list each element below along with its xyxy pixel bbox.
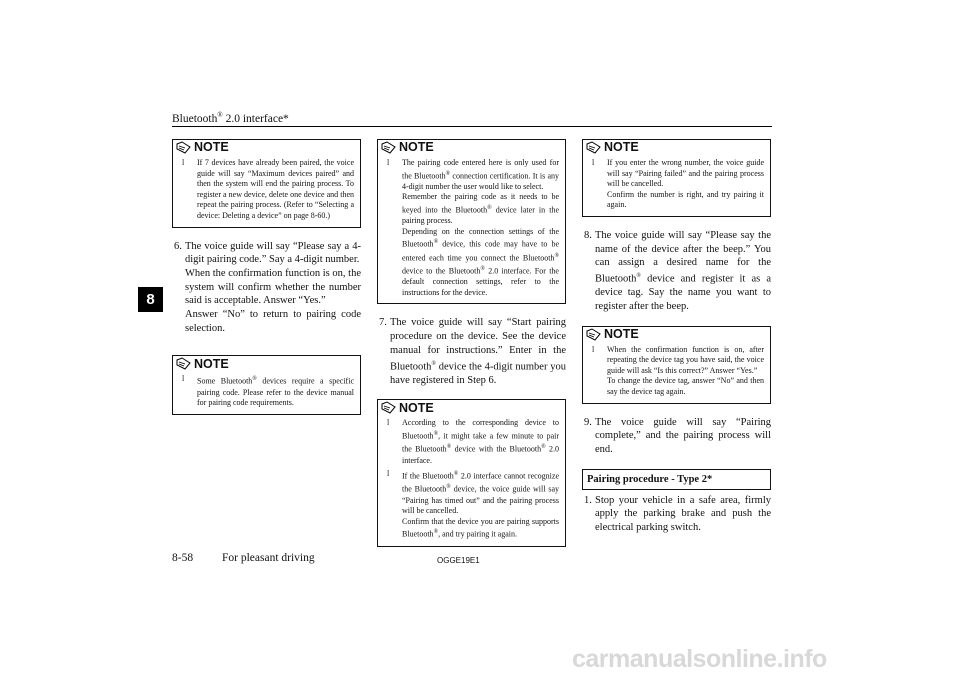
note-item: l When the confirmation function is on, after repeating the device tag you have said, the voice guide will ask “Is this correct?” Answer “Yes.” To change the device tag, answer “No” and then say the device tag again. [592, 344, 764, 397]
note-item: l Some Bluetooth® devices require a specific pairing code. Please refer to the device manual for pairing code requirements. [182, 374, 354, 408]
note-box [582, 139, 771, 217]
note-title: NOTE [583, 327, 770, 342]
column-3 [582, 139, 771, 535]
chapter-tab: 8 [138, 287, 163, 312]
note-box [172, 139, 361, 228]
note-title: NOTE [173, 356, 360, 371]
step-6: 6. The voice guide will say “Please say a 4-digit pairing code.” Say a 4-digit number. When the confirmation function is on, the system will confirm whether the number said is acceptable. Answer “Yes.” Answer “No” to return to pairing code selection. [174, 240, 361, 334]
note-box [377, 139, 566, 304]
note-item: l If you enter the wrong number, the voice guide will say “Pairing failed” and the pairing process will be cancelled. Confirm the number is right, and try pairing it again. [592, 158, 764, 210]
note-item: l The pairing code entered here is only used for the Bluetooth® connection certification. It is any 4-digit number the user would like to select. Remember the pairing code as it needs to be keyed into the Bluetooth® device later in the pairing process. Depending on the connection settings of the Bluetooth® device, this code may have to be entered each time you connect the Bluetooth® device to the Bluetooth® 2.0 interface. For the default connection settings, refer to the instructions for the device. [387, 158, 559, 297]
column-2 [377, 139, 566, 547]
note-icon [381, 141, 396, 154]
step-7: 7. The voice guide will say “Start pairing procedure on the device. See the device manual for instructions.” Enter in the Bluetooth® device the 4-digit number you have registered in Step 6. [379, 317, 566, 386]
note-item: l If the Bluetooth® 2.0 interface cannot recognize the Bluetooth® device, the voice guide will say “Pairing has timed out” and the pairing process will be cancelled. Confirm that the device you are pairing supports Bluetooth®, and try pairing it again. [387, 469, 560, 540]
note-icon [586, 328, 601, 341]
note-icon [176, 141, 191, 154]
step-9: 9. The voice guide will say “Pairing complete,” and the pairing process will end. [584, 416, 771, 456]
step-8: 8. The voice guide will say “Please say the name of the device after the beep.” You can assign a desired name for the Bluetooth® device and register it as a device tag. Say the name you want to register after the beep. [584, 229, 771, 312]
section-heading: Pairing procedure - Type 2* [582, 469, 771, 490]
doc-code: OGGE19E1 [437, 556, 480, 565]
note-box [172, 355, 361, 414]
chapter-name: For pleasant driving [222, 552, 315, 564]
note-title: NOTE [378, 400, 565, 415]
header-rule [172, 126, 772, 127]
note-item: l According to the corresponding device to Bluetooth®, it might take a few minute to pair the Bluetooth® device with the Bluetooth® 2.0 interface. [387, 418, 560, 465]
note-icon [586, 141, 601, 154]
note-icon [381, 401, 396, 414]
column-1 [172, 139, 361, 415]
note-title: NOTE [378, 140, 565, 155]
note-box [377, 399, 566, 546]
page-number: 8-58 [172, 552, 194, 564]
note-title: NOTE [173, 140, 360, 155]
note-item: l If 7 devices have already been paired, the voice guide will say “Maximum devices paired” and then the system will end the pairing process. To register a new device, delete one device and then repeat the pairing process. (Refer to “Selecting a device: Deleting a device” on page 8-60.) [182, 158, 354, 220]
running-header: Bluetooth® 2.0 interface* [172, 111, 289, 125]
step-1: 1. Stop your vehicle in a safe area, firmly apply the parking brake and push the electrical parking switch. [584, 494, 771, 534]
watermark: carmanualsonline.info [572, 645, 827, 673]
note-box [582, 326, 771, 404]
note-icon [176, 357, 191, 370]
note-title: NOTE [583, 140, 770, 155]
